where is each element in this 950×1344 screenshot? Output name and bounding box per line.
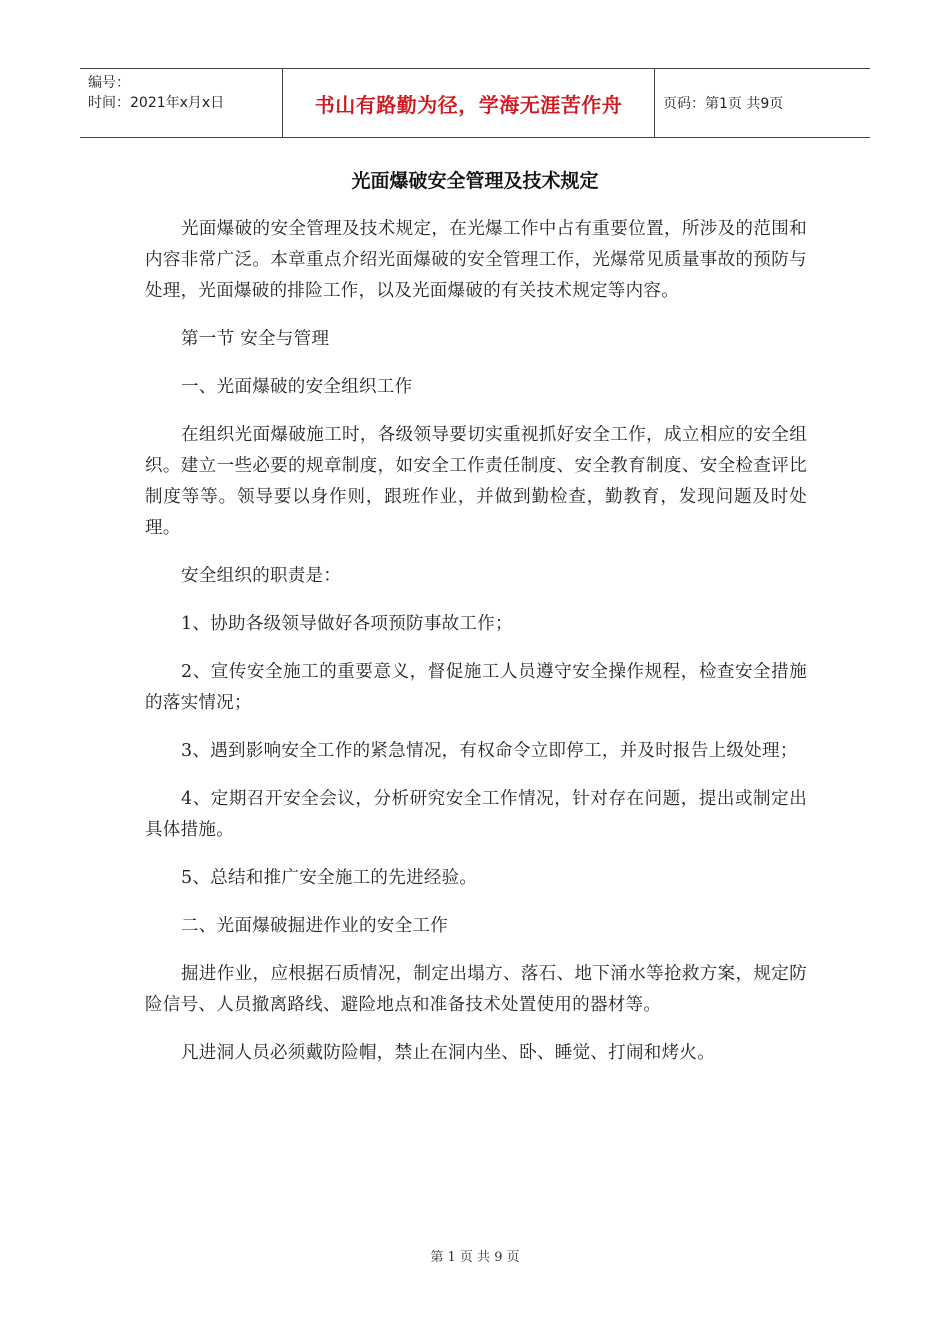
document-time: 时间：2021年x月x日	[88, 95, 225, 111]
document-header	[80, 68, 870, 138]
paragraph: 安全组织的职责是：	[181, 566, 342, 586]
document-title: 光面爆破安全管理及技术规定	[351, 170, 599, 192]
subsection-heading: 一、光面爆破的安全组织工作	[181, 377, 413, 397]
paragraph: 凡进洞人员必须戴防险帽，禁止在洞内坐、卧、睡觉、打闹和烤火。	[181, 1043, 715, 1063]
list-item: 5、总结和推广安全施工的先进经验。	[181, 868, 478, 888]
list-item: 3、遇到影响安全工作的紧急情况，有权命令立即停工，并及时报告上级处理；	[181, 741, 798, 761]
paragraph: 光面爆破的安全管理及技术规定，在光爆工作中占有重要位置，所涉及的范围和内容非常广泛。本章重点介绍光面爆破的安全管理工作，光爆常见质量事故的预防与处理，光面爆破的排险工作，以及光面爆破的有关技术规定等内容。	[145, 219, 807, 301]
header-motto-cell	[282, 69, 655, 137]
header-page-info	[655, 69, 870, 137]
page-footer: 第 1 页 共 9 页	[430, 1250, 520, 1265]
section-heading: 第一节 安全与管理	[181, 329, 330, 349]
document-number-label: 编号：	[88, 75, 130, 91]
subsection-heading: 二、光面爆破掘进作业的安全工作	[181, 916, 448, 936]
paragraph: 在组织光面爆破施工时，各级领导要切实重视抓好安全工作，成立相应的安全组织。建立一些必要的规章制度，如安全工作责任制度、安全教育制度、安全检查评比制度等等。领导要以身作则，跟班作业，并做到勤检查，勤教育，发现问题及时处理。	[145, 425, 807, 538]
document-body	[145, 214, 807, 1086]
header-motto: 书山有路勤为径，学海无涯苦作舟	[314, 92, 623, 117]
list-item: 4、定期召开安全会议，分析研究安全工作情况，针对存在问题，提出或制定出具体措施。	[145, 789, 807, 840]
paragraph: 掘进作业，应根据石质情况，制定出塌方、落石、地下涌水等抢救方案，规定防险信号、人员撤离路线、避险地点和准备技术处置使用的器材等。	[145, 964, 807, 1015]
header-page-number: 页码：第1页 共9页	[663, 96, 784, 112]
header-meta	[80, 69, 282, 137]
list-item: 1、协助各级领导做好各项预防事故工作；	[181, 614, 513, 634]
list-item: 2、宣传安全施工的重要意义，督促施工人员遵守安全操作规程，检查安全措施的落实情况；	[145, 662, 807, 713]
